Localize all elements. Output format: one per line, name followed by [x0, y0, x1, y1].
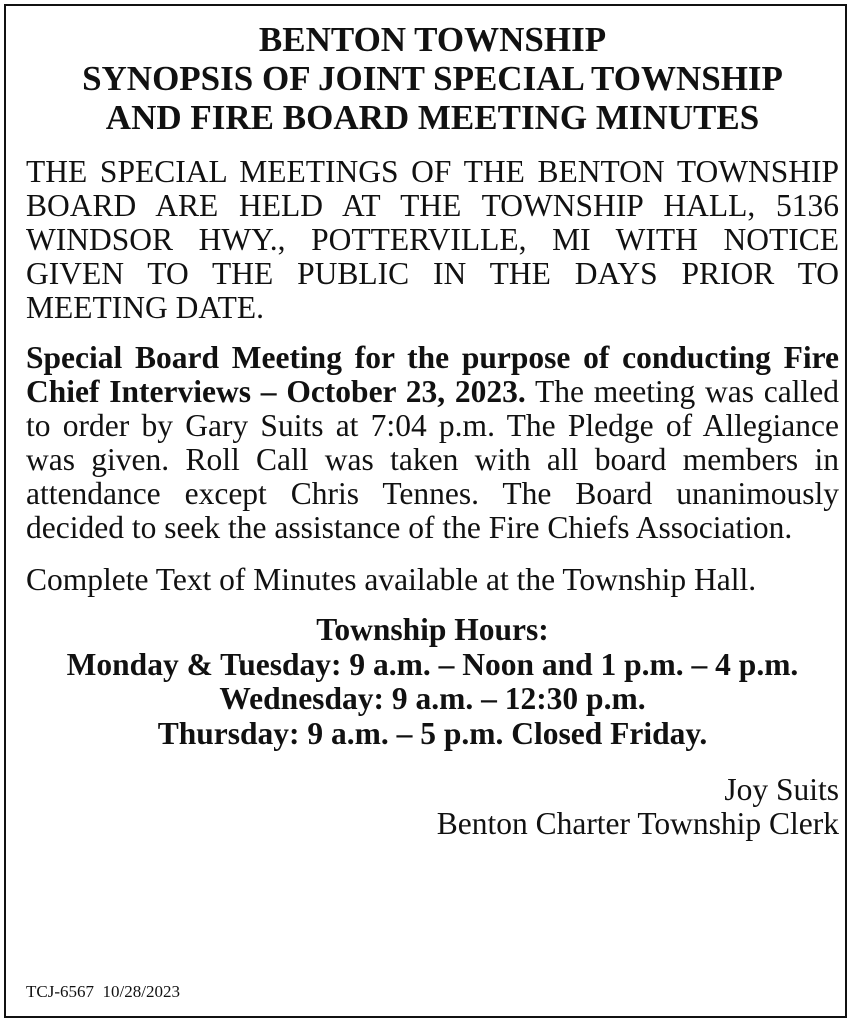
hours-line: Thursday: 9 a.m. – 5 p.m. Closed Friday. — [157, 715, 708, 751]
title-line: SYNOPSIS OF JOINT SPECIAL TOWNSHIP — [82, 59, 783, 98]
hours-line: Wednesday: 9 a.m. – 12:30 p.m. — [219, 681, 646, 716]
township-hours — [26, 613, 839, 751]
signer-title: Benton Charter Township Clerk — [436, 806, 839, 841]
intro-paragraph: THE SPECIAL MEETINGS OF THE BENTON TOWNSHIP BOARD ARE HELD AT THE TOWNSHIP HALL, 5136 WINDSOR HWY., POTTERVILLE, MI WITH NOTICE GIVEN TO THE PUBLIC IN THE DAYS PRIOR TO MEETING DATE. — [26, 154, 839, 325]
notice-title — [26, 20, 839, 137]
availability-note: Complete Text of Minutes available at the Township Hall. — [26, 562, 757, 597]
footer-reference: TCJ-6567 10/28/2023 — [26, 982, 180, 1001]
hours-heading: Township Hours: — [316, 612, 549, 647]
meeting-heading: Special Board Meeting for the purpose of conducting Fire Chief Interviews – October 23, 2023. — [26, 340, 839, 409]
signature-block — [26, 773, 839, 841]
meeting-paragraph — [26, 341, 839, 545]
notice-content — [26, 20, 839, 841]
meeting-body: The meeting was called to order by Gary Suits at 7:04 p.m. The Pledge of Allegiance was given. Roll Call was taken with all board members in attendance except Chris Tennes. The Board unanimously decided to seek the assistance of the Fire Chiefs Association. — [26, 374, 840, 545]
title-line: BENTON TOWNSHIP — [258, 20, 607, 59]
title-line: AND FIRE BOARD MEETING MINUTES — [105, 98, 760, 137]
notice-border — [4, 4, 847, 1018]
signer-name: Joy Suits — [724, 772, 839, 807]
hours-line: Monday & Tuesday: 9 a.m. – Noon and 1 p.m. – 4 p.m. — [66, 646, 799, 682]
